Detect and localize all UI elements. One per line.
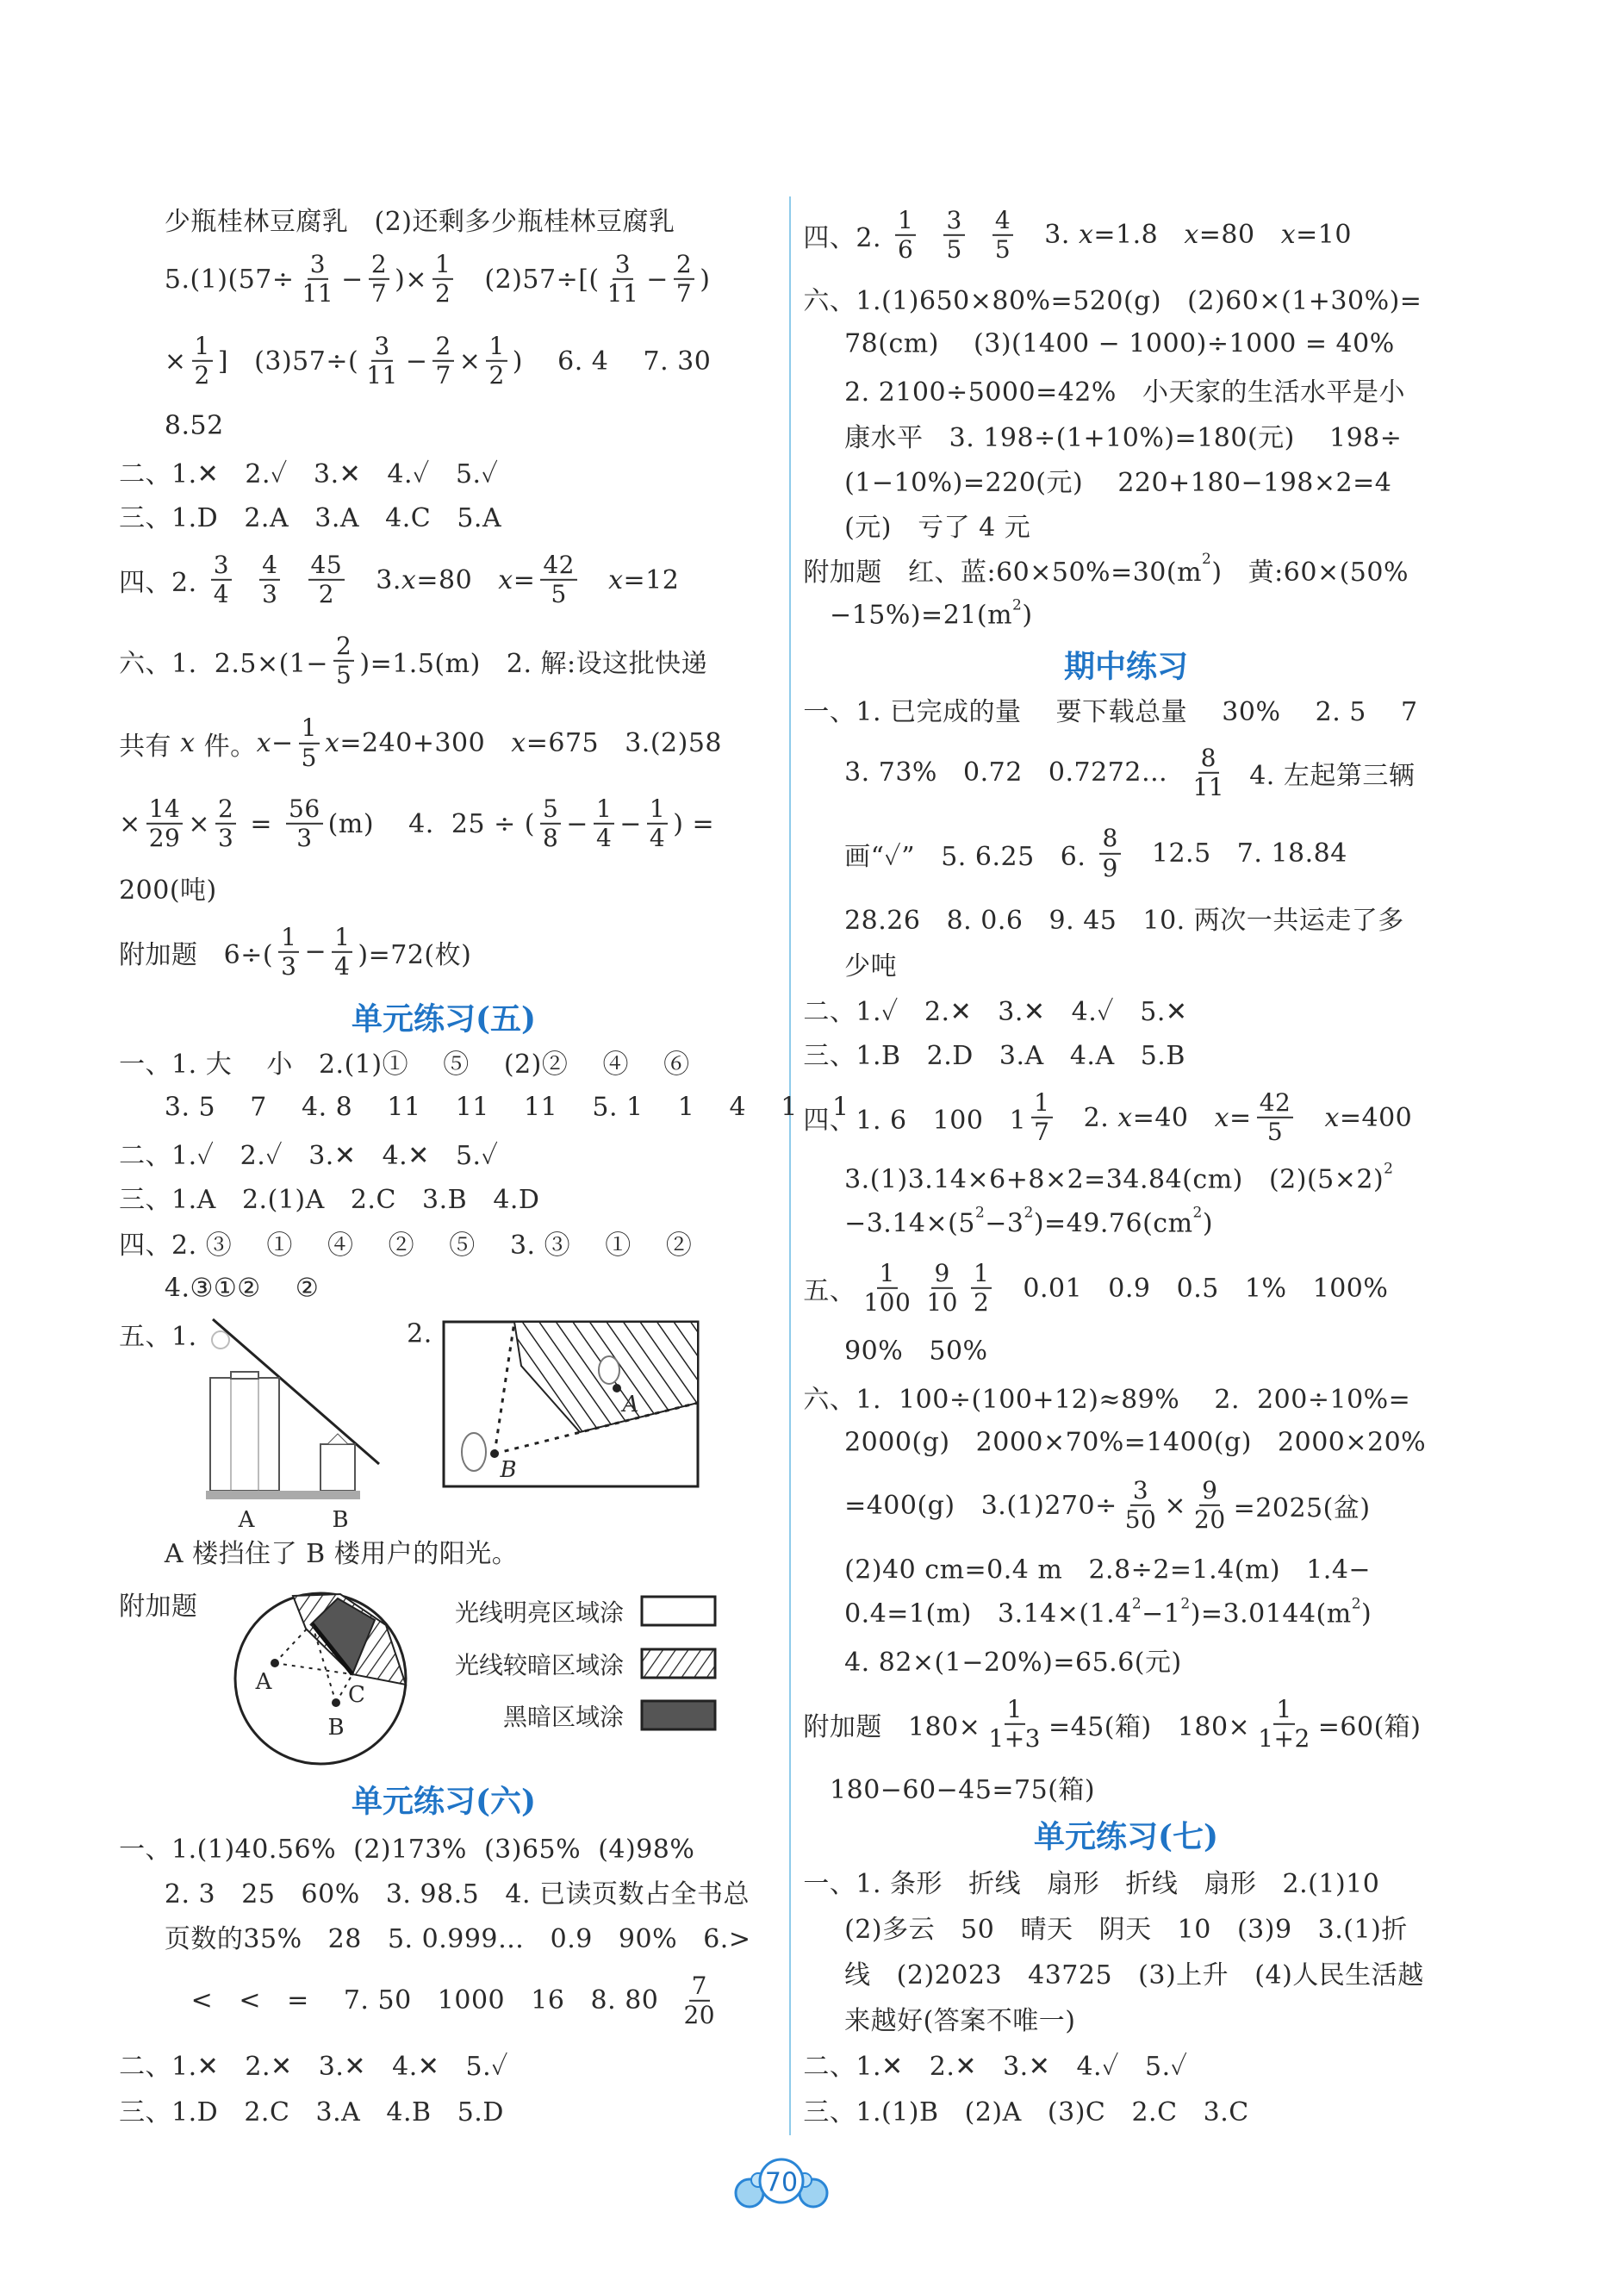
- denominator: 3: [262, 580, 278, 609]
- numerator: 1: [1273, 1696, 1294, 1725]
- building-b-icon: [320, 1434, 355, 1491]
- answer-text: 二、1.✕ 2.✓ 3.✕ 4.✓ 5.✓: [119, 459, 499, 490]
- answer-text: 线 (2)2023 43725 (3)上升 (4)人民生活越: [844, 1960, 1424, 1991]
- answer-text: 3.: [1018, 220, 1079, 251]
- answer-text: 少瓶桂林豆腐乳 (2)还剩多少瓶桂林豆腐乳: [164, 206, 675, 237]
- denominator: 11: [607, 278, 639, 308]
- answer-text: ] (3)57÷(: [217, 346, 359, 377]
- denominator: 9: [1102, 853, 1118, 882]
- numerator: 7: [689, 1972, 710, 2001]
- variable: x: [180, 727, 196, 758]
- answer-text: −3.14×(5: [844, 1208, 975, 1239]
- circle-point-c-label: C: [348, 1682, 365, 1708]
- answer-text: 一、1. 条形 折线 扇形 折线 扇形 2.(1)10: [803, 1869, 1380, 1900]
- answer-text: 附加题 180×: [803, 1712, 981, 1743]
- superscript: 2: [1131, 1595, 1142, 1613]
- answer-text: 来越好(答案不唯一): [844, 2005, 1076, 2036]
- answer-text: ): [1022, 600, 1033, 631]
- denominator: 3: [281, 951, 297, 981]
- answer-text: 三、1.D 2.C 3.A 4.B 5.D: [119, 2096, 504, 2128]
- answer-text: 2.: [1057, 1102, 1118, 1133]
- numerator: 4: [259, 551, 280, 581]
- answer-text: 三、1.D 2.A 3.A 4.C 5.A: [119, 503, 502, 534]
- numerator: 1: [971, 1260, 992, 1289]
- variable: x: [511, 727, 526, 758]
- numerator: 1: [332, 923, 352, 952]
- answer-text: =40: [1132, 1102, 1215, 1133]
- superscript: 2: [1180, 1595, 1191, 1613]
- variable: x: [608, 564, 624, 595]
- denominator: 4: [649, 824, 666, 853]
- answer-text: ×: [458, 346, 482, 377]
- numerator: 8: [1198, 744, 1219, 773]
- answer-text: 2. 3 25 60% 3. 98.5 4. 已读页数占全书总: [164, 1879, 750, 1910]
- section-heading-unit-6: 单元练习(六): [351, 1783, 537, 1820]
- answer-text: 4. 82×(1−20%)=65.6(元): [844, 1648, 1182, 1679]
- answer-text: 六、1. 100÷(100+12)≈89% 2. 200÷10%=: [803, 1384, 1411, 1415]
- section-heading-midterm: 期中练习: [1063, 648, 1189, 685]
- denominator: 20: [1194, 1505, 1226, 1535]
- denominator: 5: [946, 234, 962, 264]
- numerator: 3: [371, 333, 392, 362]
- variable: x: [1184, 220, 1199, 251]
- sun-icon: [212, 1331, 229, 1349]
- answer-text: −1: [1142, 1598, 1181, 1629]
- numerator: 1: [895, 207, 916, 236]
- denominator: 3: [296, 824, 313, 853]
- answer-text: =675 3.(2)58: [526, 727, 723, 758]
- answer-text: 0.4=1(m) 3.14×(1.4: [844, 1598, 1132, 1629]
- legend-swatch-bright: [642, 1597, 715, 1625]
- numerator: 42: [1257, 1089, 1294, 1118]
- denominator: 7: [675, 278, 693, 308]
- superscript: 2: [1192, 1204, 1203, 1222]
- answer-text: =240+300: [339, 727, 512, 758]
- answer-text: 共有: [119, 731, 181, 762]
- denominator: 2: [318, 580, 335, 609]
- denominator: 5: [551, 580, 567, 609]
- denominator: 5: [301, 743, 317, 772]
- answer-text: 3.(1)3.14×6+8×2=34.84(cm) (2)(5×2): [844, 1164, 1384, 1195]
- answer-text: 画“✓” 5. 6.25 6.: [844, 841, 1095, 872]
- answer-text: ×: [1164, 1490, 1186, 1521]
- answer-text: 附加题 6÷(: [119, 939, 274, 970]
- answer-text: ×: [188, 808, 210, 839]
- answer-text: =80: [1198, 220, 1281, 251]
- answer-text: =60(箱): [1317, 1712, 1422, 1743]
- variable: x: [1280, 220, 1297, 251]
- answer-text: )=3.0144(m: [1190, 1598, 1352, 1629]
- numerator: 3: [613, 251, 633, 280]
- answer-text: 4.③①② ②: [164, 1273, 320, 1304]
- answer-text: =10: [1296, 220, 1352, 251]
- numerator: 1: [594, 795, 614, 825]
- answer-text: 3. 5 7 4. 8 11 11 11 5. 1 1 4 1 1: [164, 1092, 849, 1123]
- numerator: 14: [146, 795, 184, 825]
- circle-point-b-label: B: [327, 1715, 345, 1741]
- answer-text: < < = 7. 50 1000 16 8. 80: [190, 1985, 676, 2016]
- answer-text: =400(g) 3.(1)270÷: [844, 1490, 1117, 1521]
- answer-text: −: [619, 808, 642, 839]
- answer-text: −: [646, 264, 669, 295]
- legend-label-dim: 光线较暗区域涂: [454, 1651, 624, 1679]
- page-number: 70: [764, 2167, 799, 2198]
- answer-text: =400: [1339, 1102, 1413, 1133]
- numerator: 2: [432, 333, 453, 362]
- answer-text: (2)多云 50 晴天 阴天 10 (3)9 3.(1)折: [844, 1915, 1408, 1946]
- answer-text: 90% 50%: [844, 1336, 988, 1367]
- answer-text: (元) 亏了 4 元: [844, 512, 1031, 543]
- answer-text: 二、1.✕ 2.✕ 3.✕ 4.✕ 5.✓: [119, 2051, 509, 2082]
- numerator: 9: [1199, 1477, 1220, 1506]
- numerator: 3: [308, 251, 328, 280]
- numerator: 56: [286, 795, 323, 825]
- denominator: 8: [542, 824, 559, 853]
- denominator: 2: [434, 278, 451, 308]
- answer-text: 200(吨): [119, 875, 217, 906]
- denominator: 2: [194, 361, 210, 390]
- answer-text: ): [700, 264, 711, 295]
- answer-text: 28.26 8. 0.6 9. 45 10. 两次一共运走了多: [844, 906, 1404, 937]
- answer-text: 六、1. 2.5×(1−: [119, 649, 329, 680]
- superscript: 2: [1351, 1595, 1362, 1613]
- denominator: 11: [366, 361, 398, 390]
- numerator: 2: [215, 795, 236, 825]
- answer-text: =2025(盆): [1233, 1493, 1371, 1524]
- legend-swatch-dark: [642, 1701, 715, 1729]
- answer-text: 四、2.: [119, 568, 206, 599]
- answer-text: 五、: [803, 1275, 856, 1306]
- answer-text: 一、1. 已完成的量 要下载总量 30% 2. 5 7: [803, 697, 1418, 728]
- answer-text: )×: [395, 264, 427, 295]
- variable: x: [1324, 1102, 1340, 1133]
- answer-text: ) 黄:60×(50%: [1211, 558, 1409, 589]
- denominator: 4: [334, 951, 351, 981]
- answer-text: −15%)=21(m: [830, 600, 1013, 631]
- answer-text: 页数的35% 28 5. 0.999… 0.9 90% 6.>: [164, 1923, 751, 1954]
- point-a: [613, 1384, 621, 1392]
- answer-text: )=72(枚): [358, 939, 472, 970]
- answer-text: 附加题: [119, 1592, 198, 1623]
- numerator: 1: [647, 795, 668, 825]
- section-heading-unit-7: 单元练习(七): [1033, 1818, 1219, 1855]
- numerator: 2: [333, 632, 354, 662]
- denominator: 20: [683, 2000, 716, 2029]
- answer-text: 附加题 红、蓝:60×50%=30(m: [803, 558, 1203, 589]
- variable: x: [401, 564, 417, 595]
- answer-text: 8.52: [164, 410, 224, 441]
- answer-text: 一、1.(1)40.56% (2)173% (3)65% (4)98%: [119, 1834, 695, 1865]
- point-b-label: B: [500, 1457, 517, 1483]
- answer-text: 三、1.A 2.(1)A 2.C 3.B 4.D: [119, 1185, 540, 1216]
- variable: x: [256, 727, 271, 758]
- chicken-icon: [599, 1356, 619, 1384]
- answer-text: =80: [416, 564, 499, 595]
- building-b-label: B: [332, 1507, 349, 1533]
- numerator: 8: [1099, 825, 1120, 854]
- circle-point-a-label: A: [255, 1669, 272, 1695]
- answer-text: 四、1. 6 100 1: [803, 1106, 1027, 1137]
- answer-text: )=1.5(m) 2. 解:设这批快递: [359, 649, 708, 680]
- denominator: 5: [336, 661, 352, 690]
- answer-text: 一、1. 大 小 2.(1)① ⑤ (2)② ④ ⑥: [119, 1050, 690, 1081]
- answer-text: 二、1.✕ 2.✕ 3.✕ 4.✓ 5.✓: [803, 2051, 1188, 2082]
- numerator: 3: [943, 207, 964, 236]
- answer-text: 四、2.: [803, 222, 891, 253]
- numerator: 45: [308, 551, 345, 581]
- denominator: 7: [1034, 1118, 1050, 1147]
- denominator: 5: [994, 234, 1011, 264]
- answer-text: 三、1.(1)B (2)A (3)C 2.C 3.C: [803, 2096, 1249, 2128]
- denominator: 11: [302, 278, 334, 308]
- ground: [206, 1491, 360, 1499]
- denominator: 10: [926, 1287, 958, 1317]
- answer-text: 180−60−45=75(箱): [830, 1775, 1096, 1806]
- answer-text: 5.(1)(57÷: [164, 264, 295, 295]
- answer-text: =: [1229, 1102, 1252, 1133]
- variable: x: [498, 564, 513, 595]
- point-a-label: A: [622, 1392, 639, 1417]
- answer-text: (2)57÷[(: [458, 264, 600, 295]
- answer-text: 0.01 0.9 0.5 1% 100%: [997, 1273, 1389, 1304]
- denominator: 2: [973, 1287, 990, 1317]
- answer-text: 少吨: [844, 951, 898, 982]
- legend-swatch-dim: [642, 1649, 715, 1678]
- answer-text: 2. 2100÷5000=42% 小天家的生活水平是小: [844, 377, 1405, 408]
- superscript: 2: [1202, 551, 1212, 569]
- answer-text: 二、1.✓ 2.✓ 3.✕ 4.✕ 5.✓: [119, 1141, 499, 1172]
- answer-text: 4. 左起第三辆: [1232, 760, 1416, 791]
- answer-text: 2000(g) 2000×70%=1400(g) 2000×20%: [844, 1427, 1427, 1458]
- answer-text: 二、1.✓ 2.✕ 3.✕ 4.✓ 5.✕: [803, 996, 1188, 1027]
- answer-text: 12.5 7. 18.84: [1125, 838, 1347, 869]
- answer-text: −: [341, 264, 364, 295]
- building-a-icon: [210, 1372, 279, 1491]
- numerator: 1: [486, 333, 507, 362]
- legend-label-dark: 黑暗区域涂: [502, 1703, 624, 1731]
- answer-text: =45(箱) 180×: [1048, 1712, 1251, 1743]
- denominator: 5: [1266, 1118, 1284, 1147]
- answer-text: =: [241, 808, 282, 839]
- answer-text: 3. 73% 0.72 0.7272…: [844, 757, 1185, 788]
- denominator: 6: [898, 234, 914, 264]
- answer-text: (m) 4. 25 ÷ (: [327, 808, 535, 839]
- answer-text: ) =: [673, 808, 715, 839]
- numerator: 1: [1031, 1089, 1052, 1118]
- building-a-label: A: [238, 1507, 255, 1533]
- numerator: 1: [432, 251, 453, 280]
- answer-text: ×: [164, 346, 187, 377]
- superscript: 2: [1012, 596, 1023, 614]
- superscript: 2: [974, 1204, 986, 1222]
- answer-text: (1−10%)=220(元) 220+180−198×2=4: [844, 468, 1392, 499]
- numerator: 3: [211, 551, 232, 581]
- answer-text: −: [304, 937, 327, 968]
- numerator: 1: [192, 333, 213, 362]
- denominator: 1+3: [988, 1724, 1041, 1754]
- answer-text: 康水平 3. 198÷(1+10%)=180(元) 198÷: [844, 422, 1403, 453]
- answer-text: )=49.76(cm: [1033, 1208, 1193, 1239]
- legend-label-bright: 光线明亮区域涂: [454, 1598, 624, 1627]
- denominator: 11: [1192, 772, 1225, 801]
- denominator: 4: [595, 824, 613, 853]
- answer-text: 78(cm) (3)(1400 − 1000)÷1000 = 40%: [844, 328, 1395, 359]
- section-heading-unit-5: 单元练习(五): [351, 1000, 537, 1037]
- variable: x: [324, 727, 340, 758]
- numerator: 2: [369, 251, 389, 280]
- numerator: 1: [278, 923, 299, 952]
- answer-text: =: [513, 564, 536, 595]
- answer-text: 2.: [407, 1318, 432, 1349]
- answer-text: ×: [119, 808, 141, 839]
- answer-text: −3: [985, 1208, 1024, 1239]
- numerator: 1: [1005, 1696, 1025, 1725]
- variable: x: [1078, 220, 1094, 251]
- denominator: 29: [148, 824, 181, 853]
- variable: x: [1214, 1102, 1230, 1133]
- denominator: 2: [488, 361, 505, 390]
- denominator: 3: [217, 824, 234, 853]
- denominator: 50: [1124, 1505, 1157, 1535]
- answer-text: 六、1.(1)650×80%=520(g) (2)60×(1+30%)=: [803, 286, 1422, 316]
- answer-text: A 楼挡住了 B 楼用户的阳光。: [164, 1538, 519, 1569]
- numerator: 9: [931, 1260, 952, 1289]
- denominator: 4: [213, 580, 230, 609]
- numerator: 4: [992, 207, 1013, 236]
- superscript: 2: [1384, 1160, 1394, 1178]
- answer-text: −: [566, 808, 588, 839]
- answer-text: ): [1361, 1598, 1372, 1629]
- numerator: 5: [540, 795, 561, 825]
- denominator: 1+2: [1258, 1724, 1310, 1754]
- answer-text: 四、2. ③ ① ④ ② ⑤ 3. ③ ① ②: [119, 1230, 693, 1261]
- numerator: 42: [540, 551, 577, 581]
- denominator: 7: [370, 278, 388, 308]
- answer-text: −: [271, 727, 294, 758]
- answer-text: ) 6. 4 7. 30: [512, 346, 712, 377]
- denominator: 7: [435, 361, 451, 390]
- numerator: 3: [1130, 1477, 1151, 1506]
- answer-text: ): [1202, 1208, 1214, 1239]
- numerator: 1: [877, 1260, 898, 1289]
- answer-text: =1.8: [1093, 220, 1185, 251]
- denominator: 100: [863, 1287, 912, 1317]
- answer-text: =12: [623, 564, 680, 595]
- fox-icon: [462, 1433, 486, 1471]
- variable: x: [1117, 1102, 1133, 1133]
- answer-text: −: [405, 346, 428, 377]
- superscript: 2: [1024, 1204, 1034, 1222]
- answer-text: 3.: [350, 564, 401, 595]
- answer-text: (2)40 cm=0.4 m 2.8÷2=1.4(m) 1.4−: [844, 1554, 1372, 1586]
- answer-text: 件。: [195, 731, 257, 762]
- answer-text: 五、1.: [119, 1321, 197, 1352]
- point-b: [490, 1449, 499, 1458]
- numerator: 2: [674, 251, 694, 280]
- numerator: 1: [299, 714, 320, 744]
- answer-text: 三、1.B 2.D 3.A 4.A 5.B: [803, 1041, 1185, 1072]
